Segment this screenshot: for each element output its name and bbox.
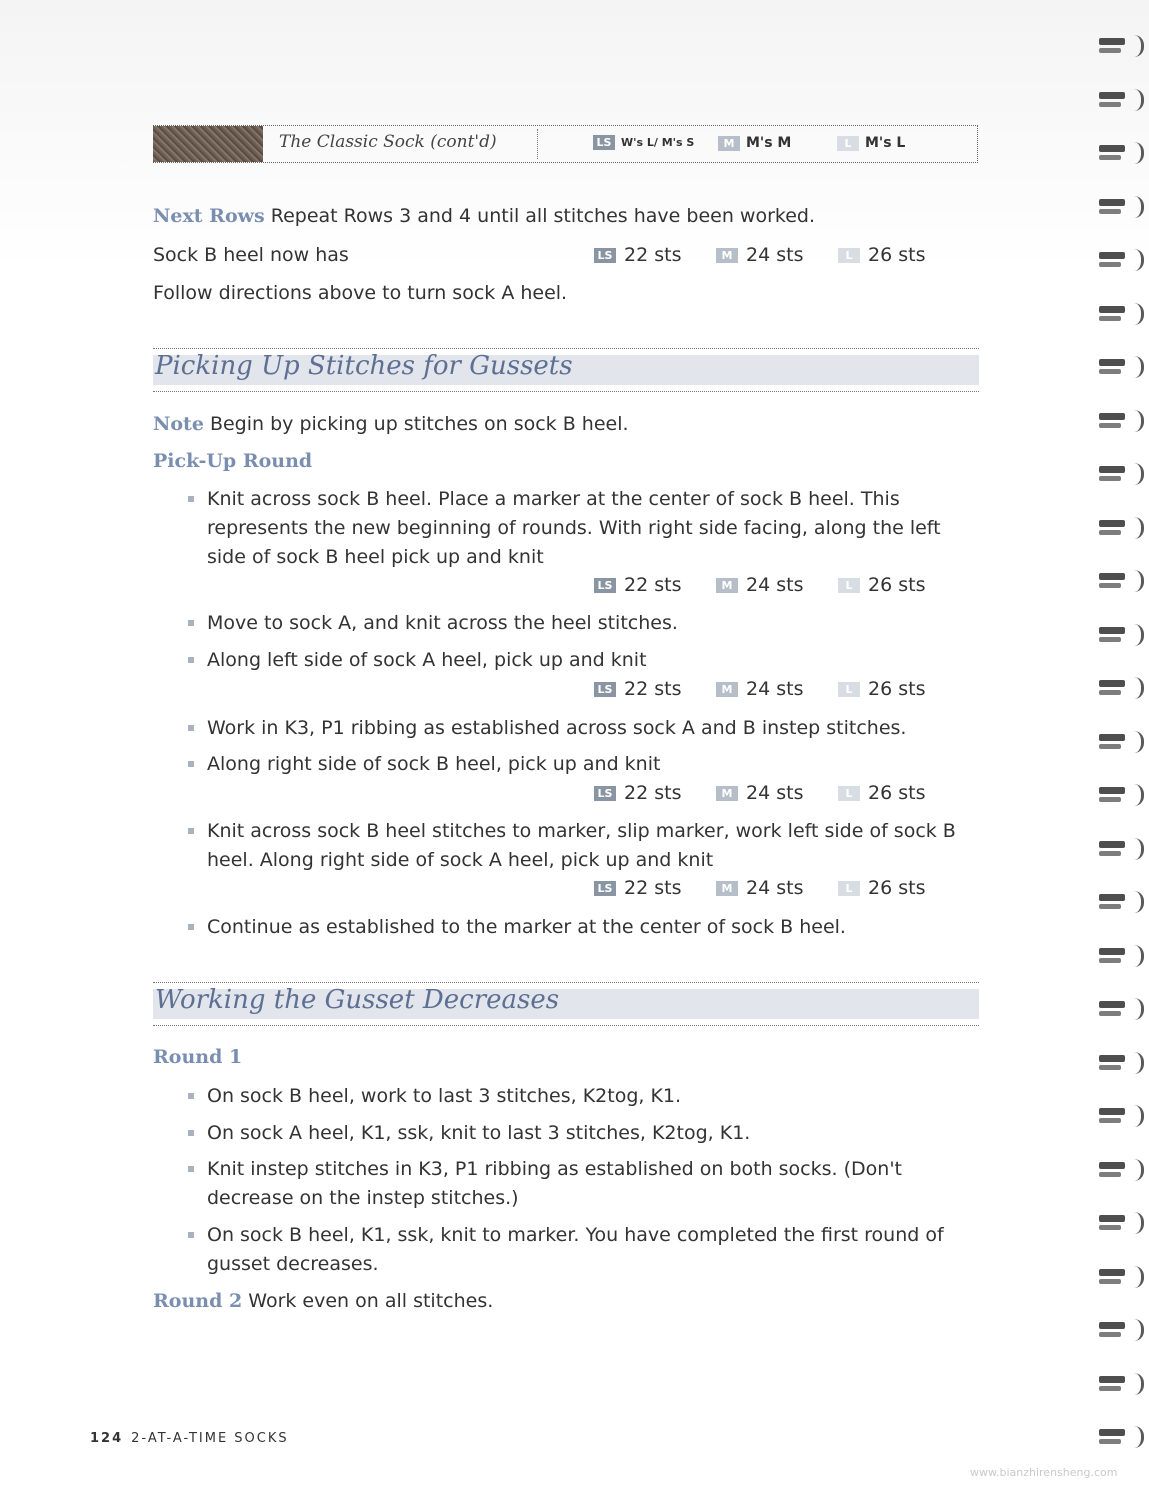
list-item bbox=[188, 913, 978, 942]
spiral-coil bbox=[1097, 517, 1145, 543]
heel-label: Sock B heel now has bbox=[153, 244, 349, 266]
size-chip: M bbox=[716, 248, 738, 263]
bullet-mark bbox=[188, 657, 194, 663]
list-item bbox=[188, 485, 978, 572]
spiral-binding bbox=[1097, 0, 1149, 1494]
spiral-coil bbox=[1097, 410, 1145, 436]
follow-text: Follow directions above to turn sock A heel. bbox=[153, 282, 568, 304]
note-line bbox=[153, 413, 629, 435]
count-value: 26 sts bbox=[868, 877, 926, 899]
size-chip: M bbox=[716, 682, 738, 697]
size-chip: L bbox=[838, 578, 860, 593]
count-l bbox=[838, 244, 925, 266]
spiral-coil bbox=[1097, 1373, 1145, 1399]
size-label: W's L/ M's S bbox=[621, 136, 695, 149]
count-value: 22 sts bbox=[624, 782, 682, 804]
spiral-coil bbox=[1097, 35, 1145, 61]
size-label: M's M bbox=[746, 135, 792, 151]
round2-lead: Round 2 bbox=[153, 1290, 243, 1312]
page-number: 124 bbox=[90, 1431, 124, 1446]
header-swatch bbox=[153, 126, 263, 162]
next-rows-text: Repeat Rows 3 and 4 until all stitches have been worked. bbox=[270, 205, 815, 227]
section-title: Working the Gusset Decreases bbox=[155, 985, 560, 1015]
item-text: Move to sock A, and knit across the heel stitches. bbox=[207, 612, 678, 634]
list-item bbox=[188, 714, 978, 743]
bullet-mark bbox=[188, 1130, 194, 1136]
count-ls bbox=[594, 244, 681, 266]
size-chip: LS bbox=[594, 881, 616, 896]
spiral-coil bbox=[1097, 731, 1145, 757]
next-rows-line bbox=[153, 205, 815, 227]
size-chip: LS bbox=[593, 135, 615, 150]
round2-line bbox=[153, 1290, 493, 1312]
size-chip: LS bbox=[594, 248, 616, 263]
section-title: Picking Up Stitches for Gussets bbox=[155, 351, 573, 381]
spiral-coil bbox=[1097, 1266, 1145, 1292]
book-title: 2-AT-A-TIME SOCKS bbox=[131, 1431, 289, 1446]
count-value: 26 sts bbox=[868, 678, 926, 700]
size-chip: M bbox=[716, 881, 738, 896]
spiral-coil bbox=[1097, 1105, 1145, 1131]
bullet-mark bbox=[188, 924, 194, 930]
size-legend-m bbox=[718, 135, 791, 151]
item-text: Along left side of sock A heel, pick up and knit bbox=[207, 649, 647, 671]
list-item bbox=[188, 609, 978, 638]
list-item bbox=[188, 1119, 978, 1148]
count-value: 26 sts bbox=[868, 782, 926, 804]
size-chip: L bbox=[838, 881, 860, 896]
page-footer bbox=[90, 1431, 289, 1446]
pattern-header bbox=[153, 125, 978, 163]
count-value: 22 sts bbox=[624, 574, 682, 596]
spiral-coil bbox=[1097, 196, 1145, 222]
bullet-mark bbox=[188, 828, 194, 834]
spiral-coil bbox=[1097, 945, 1145, 971]
item-text: On sock A heel, K1, ssk, knit to last 3 stitches, K2tog, K1. bbox=[207, 1122, 751, 1144]
list-item bbox=[188, 1082, 978, 1111]
header-divider bbox=[537, 129, 538, 159]
spiral-coil bbox=[1097, 142, 1145, 168]
item-text: Knit across sock B heel stitches to marker, slip marker, work left side of sock B heel. Along right side of sock A heel, pick up and knit bbox=[207, 820, 956, 871]
note-lead: Note bbox=[153, 413, 204, 435]
size-chip: L bbox=[838, 682, 860, 697]
size-chip: LS bbox=[594, 682, 616, 697]
spiral-coil bbox=[1097, 1319, 1145, 1345]
note-text: Begin by picking up stitches on sock B heel. bbox=[209, 413, 629, 435]
count-m bbox=[716, 244, 803, 266]
item-text: On sock B heel, work to last 3 stitches, K2tog, K1. bbox=[207, 1085, 682, 1107]
item-text: On sock B heel, K1, ssk, knit to marker. You have completed the first round of gusset decreases. bbox=[207, 1224, 944, 1275]
item-text: Knit instep stitches in K3, P1 ribbing as established on both socks. (Don't decrease on the instep stitches.) bbox=[207, 1158, 902, 1209]
spiral-coil bbox=[1097, 784, 1145, 810]
item-text: Knit across sock B heel. Place a marker at the center of sock B heel. This represents the new beginning of rounds. With right side facing, along the left side of sock B heel pick up and knit bbox=[207, 488, 941, 568]
count-m bbox=[716, 574, 803, 596]
bullet-mark bbox=[188, 496, 194, 502]
count-value: 24 sts bbox=[746, 877, 804, 899]
count-ls bbox=[594, 782, 681, 804]
list-item bbox=[188, 817, 978, 875]
list-item bbox=[188, 1221, 978, 1279]
size-legend-l bbox=[837, 135, 905, 151]
bullet-mark bbox=[188, 1093, 194, 1099]
spiral-coil bbox=[1097, 624, 1145, 650]
round2-text: Work even on all stitches. bbox=[248, 1290, 494, 1312]
size-chip: M bbox=[716, 578, 738, 593]
size-legend-ls bbox=[593, 135, 694, 150]
spiral-coil bbox=[1097, 998, 1145, 1024]
size-chip: LS bbox=[594, 786, 616, 801]
spiral-coil bbox=[1097, 356, 1145, 382]
count-value: 22 sts bbox=[624, 877, 682, 899]
bullet-mark bbox=[188, 1166, 194, 1172]
size-chip: M bbox=[718, 136, 740, 151]
spiral-coil bbox=[1097, 677, 1145, 703]
size-chip: L bbox=[838, 248, 860, 263]
spiral-coil bbox=[1097, 463, 1145, 489]
section-gusset-header bbox=[153, 982, 979, 1026]
spiral-coil bbox=[1097, 89, 1145, 115]
list-item bbox=[188, 750, 978, 779]
bullet-mark bbox=[188, 620, 194, 626]
count-value: 22 sts bbox=[624, 678, 682, 700]
count-l bbox=[838, 877, 925, 899]
spiral-coil bbox=[1097, 303, 1145, 329]
item-text: Work in K3, P1 ribbing as established across sock A and B instep stitches. bbox=[207, 717, 907, 739]
header-title: The Classic Sock (cont'd) bbox=[279, 132, 497, 152]
spiral-coil bbox=[1097, 838, 1145, 864]
count-ls bbox=[594, 877, 681, 899]
count-m bbox=[716, 678, 803, 700]
count-ls bbox=[594, 574, 681, 596]
spiral-coil bbox=[1097, 891, 1145, 917]
spiral-coil bbox=[1097, 249, 1145, 275]
pickup-round-lead: Pick-Up Round bbox=[153, 450, 313, 472]
count-value: 26 sts bbox=[868, 574, 926, 596]
list-item bbox=[188, 1155, 978, 1213]
count-l bbox=[838, 782, 925, 804]
size-chip: LS bbox=[594, 578, 616, 593]
next-rows-lead: Next Rows bbox=[153, 205, 265, 227]
count-m bbox=[716, 877, 803, 899]
bullet-mark bbox=[188, 761, 194, 767]
count-value: 24 sts bbox=[746, 244, 804, 266]
spiral-coil bbox=[1097, 1212, 1145, 1238]
spiral-coil bbox=[1097, 1159, 1145, 1185]
spiral-coil bbox=[1097, 1052, 1145, 1078]
count-ls bbox=[594, 678, 681, 700]
list-item bbox=[188, 646, 978, 675]
count-value: 26 sts bbox=[868, 244, 926, 266]
item-text: Continue as established to the marker at the center of sock B heel. bbox=[207, 916, 846, 938]
section-picking-header bbox=[153, 348, 979, 392]
count-value: 24 sts bbox=[746, 574, 804, 596]
watermark: www.bianzhirensheng.com bbox=[970, 1466, 1118, 1479]
spiral-coil bbox=[1097, 570, 1145, 596]
size-chip: L bbox=[838, 786, 860, 801]
item-text: Along right side of sock B heel, pick up and knit bbox=[207, 753, 661, 775]
count-value: 24 sts bbox=[746, 782, 804, 804]
count-value: 22 sts bbox=[624, 244, 682, 266]
size-chip: L bbox=[837, 136, 859, 151]
bullet-mark bbox=[188, 725, 194, 731]
round1-lead: Round 1 bbox=[153, 1046, 243, 1068]
count-l bbox=[838, 678, 925, 700]
count-value: 24 sts bbox=[746, 678, 804, 700]
bullet-mark bbox=[188, 1232, 194, 1238]
count-m bbox=[716, 782, 803, 804]
count-l bbox=[838, 574, 925, 596]
size-label: M's L bbox=[865, 135, 906, 151]
size-chip: M bbox=[716, 786, 738, 801]
spiral-coil bbox=[1097, 1426, 1145, 1452]
